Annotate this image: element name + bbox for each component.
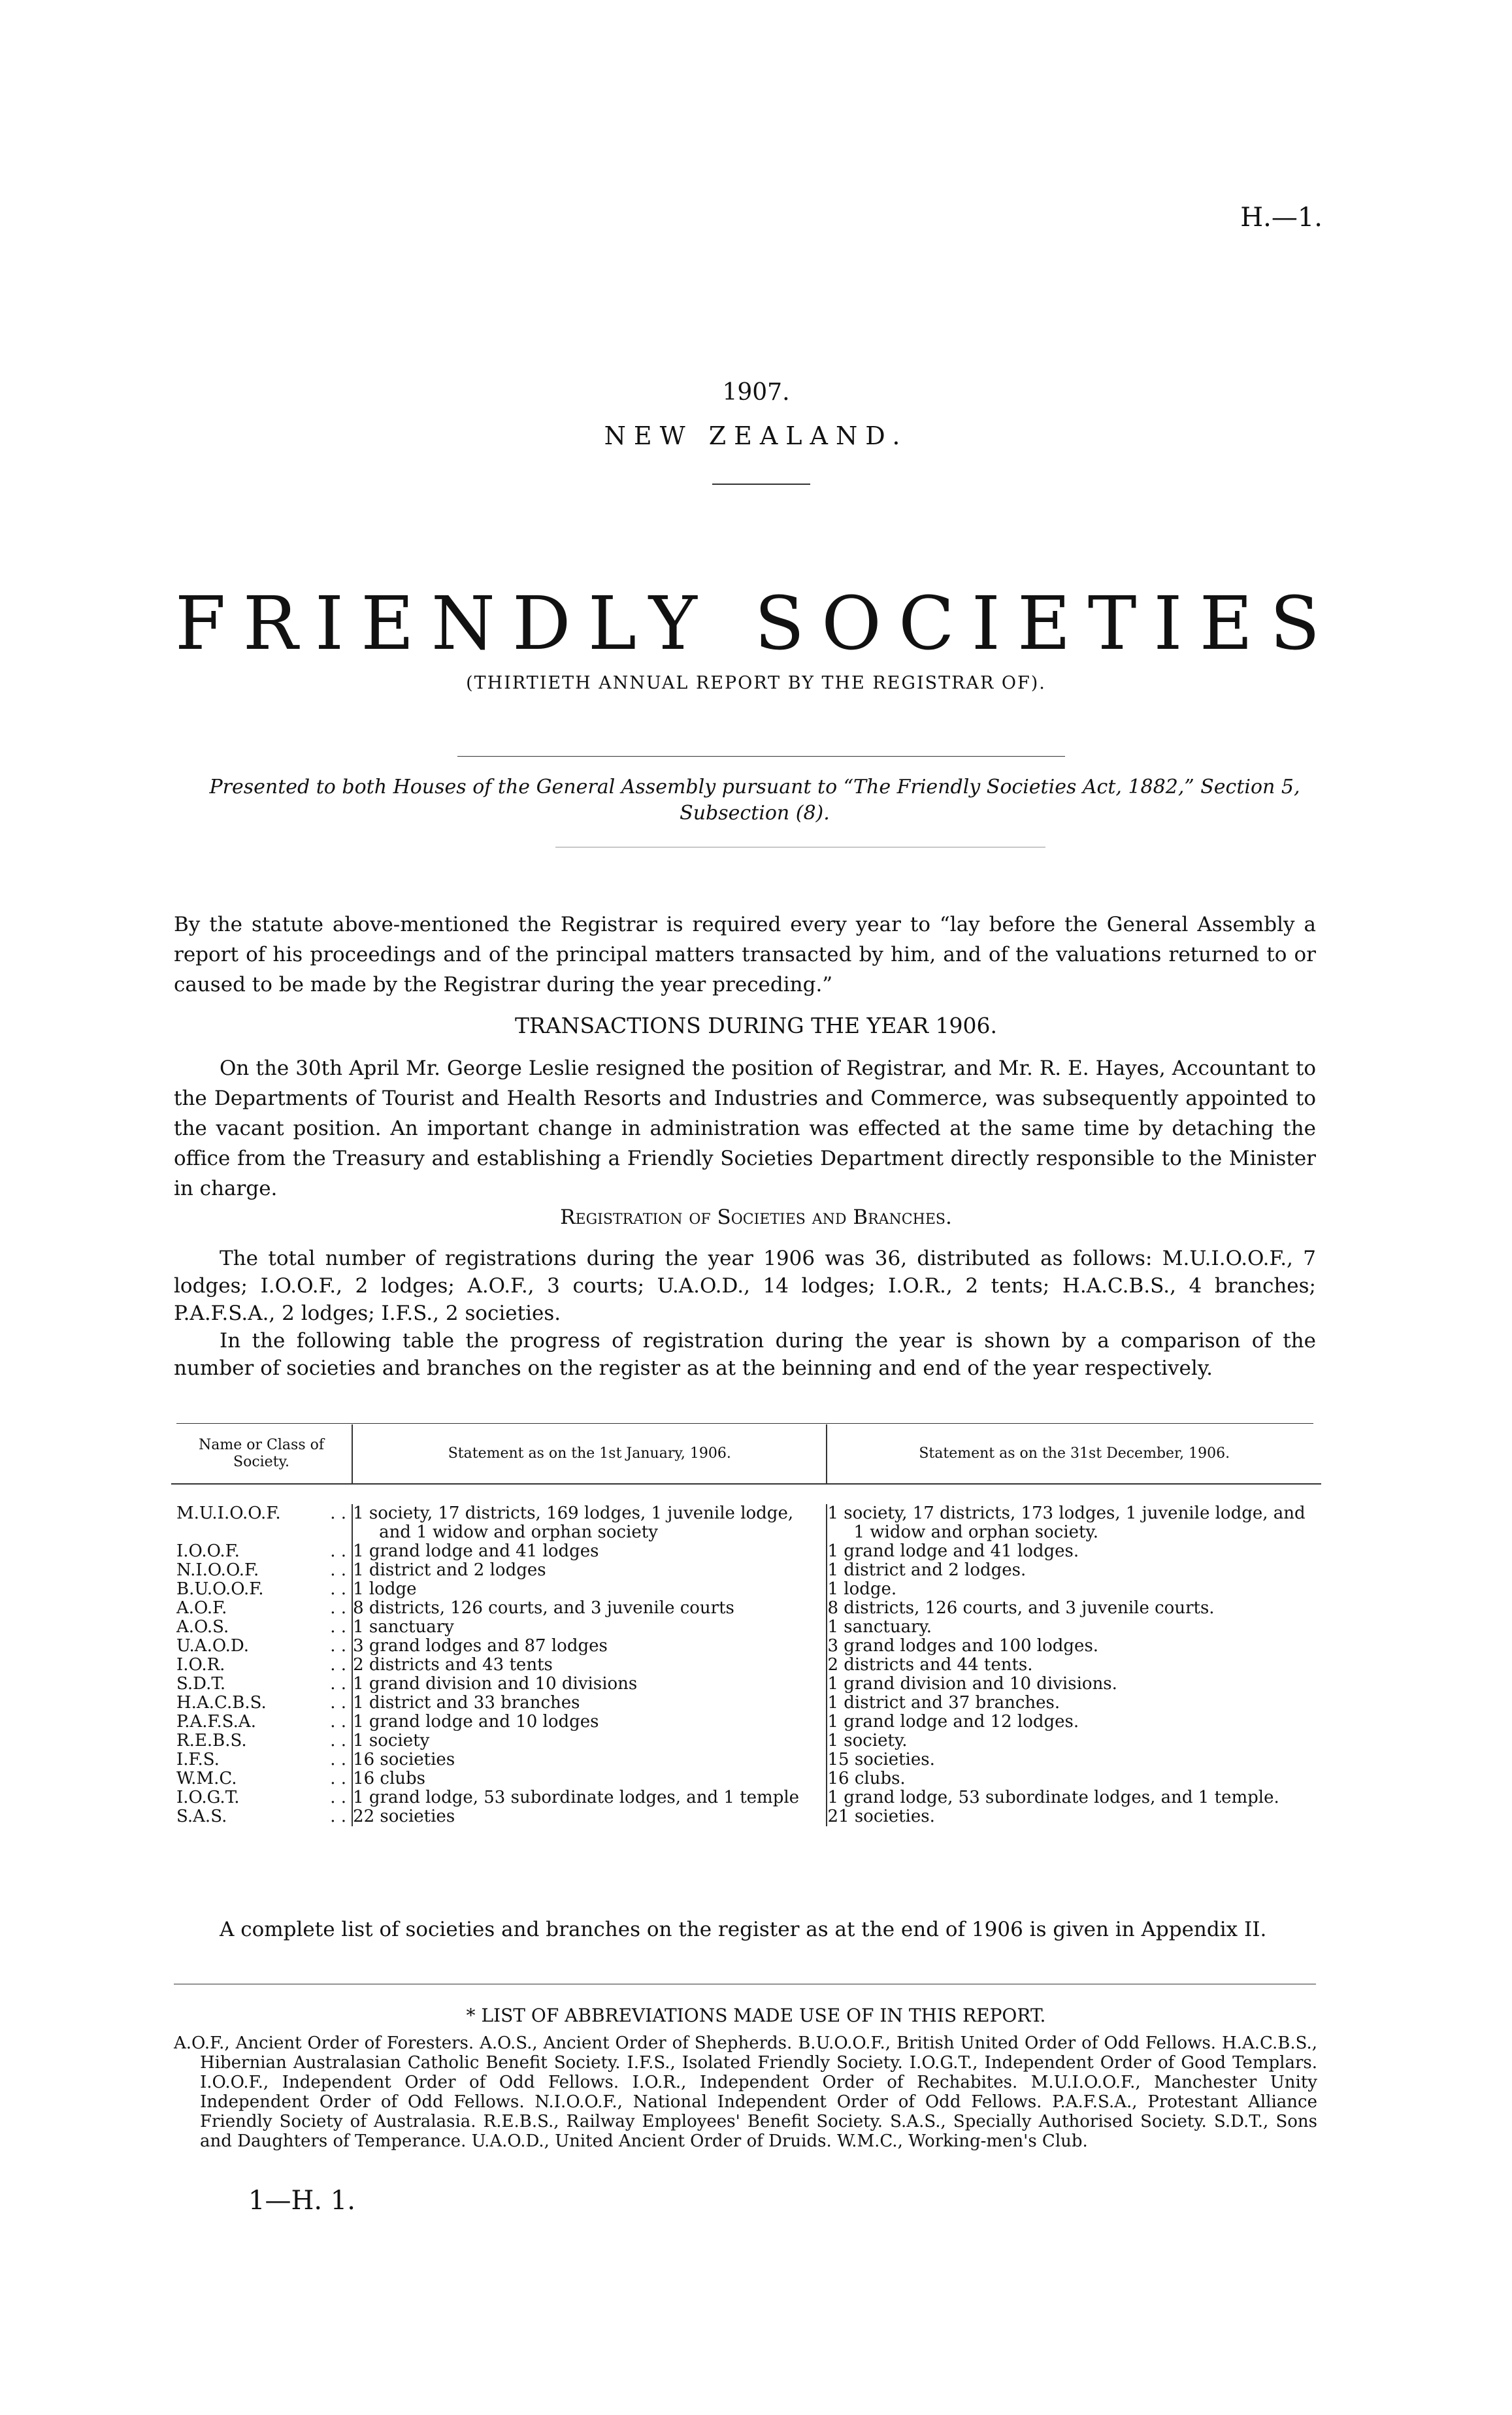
header-jan-1906: Statement as on the 1st January, 1906.: [352, 1424, 827, 1484]
society-name: [171, 1788, 352, 1807]
statement-dec: [827, 1675, 1321, 1694]
presented-note: Presented to both Houses of the General Assembly pursuant to “The Friendly Societies Act, 1882,” Section 5, Subsection (8).: [209, 776, 1300, 825]
statement-dec: [827, 1618, 1321, 1637]
table-row: [171, 1732, 1321, 1750]
leader-dots: . .: [330, 1503, 347, 1523]
transactions-paragraph: [174, 1053, 1316, 1204]
cell-text: M.U.I.O.O.F.: [176, 1503, 281, 1523]
statement-dec: [827, 1694, 1321, 1713]
statement-dec: [827, 1732, 1321, 1750]
table-row: [171, 1637, 1321, 1656]
cell-text: 1 grand lodge and 41 lodges.: [827, 1541, 1079, 1561]
complete-list-text: A complete list of societies and branches on the register as at the end of 1906 is given in Appendix II.: [220, 1918, 1267, 1941]
cell-text: 1 grand division and 10 divisions: [353, 1674, 638, 1694]
leader-dots: . .: [330, 1655, 347, 1675]
document-title: FRIENDLY SOCIETIES: [174, 582, 1338, 666]
document-subtitle: (THIRTIETH ANNUAL REPORT BY THE REGISTRAR OF).: [466, 673, 1046, 693]
leader-dots: . .: [330, 1769, 347, 1788]
cell-text: 1 sanctuary: [353, 1617, 454, 1637]
society-name: [171, 1750, 352, 1769]
cell-text: P.A.F.S.A.: [176, 1712, 256, 1732]
cell-text: 1 district and 37 branches.: [827, 1693, 1060, 1713]
leader-dots: . .: [330, 1807, 347, 1826]
registration-paragraph: [174, 1245, 1316, 1382]
leader-dots: . .: [330, 1674, 347, 1694]
society-name: [171, 1542, 352, 1561]
statement-jan: [352, 1713, 827, 1732]
cell-text: 1 society.: [827, 1731, 908, 1750]
statement-dec: [827, 1750, 1321, 1769]
statement-jan: [352, 1542, 827, 1561]
table-row: [171, 1561, 1321, 1580]
table-row: [171, 1750, 1321, 1769]
cell-text: S.A.S.: [176, 1807, 227, 1826]
leader-dots: . .: [330, 1579, 347, 1599]
cell-text: I.O.G.T.: [176, 1788, 240, 1807]
header-rule: [171, 1484, 1321, 1504]
table-body: [171, 1504, 1321, 1826]
cell-text: 1 society: [353, 1731, 430, 1750]
society-name: [171, 1656, 352, 1675]
cell-text: 1 grand lodge, 53 subordinate lodges, and 1 temple: [353, 1788, 800, 1807]
leader-dots: . .: [330, 1788, 347, 1807]
society-name: [171, 1675, 352, 1694]
society-name: [171, 1561, 352, 1580]
statement-jan: [352, 1504, 827, 1542]
society-name: [171, 1732, 352, 1750]
cell-text: I.O.O.F.: [176, 1541, 240, 1561]
cell-text: 1 grand lodge and 41 lodges: [353, 1541, 599, 1561]
statement-jan: [352, 1637, 827, 1656]
abbreviations-list: A.O.F., Ancient Order of Foresters. A.O.S., Ancient Order of Shepherds. B.U.O.O.F., British United Order of Odd Fellows. H.A.C.B.S., Hibernian Australasian Catholic Benefit Society. I.F.S., Isolated Friendly Society. I.O.G.T., Independent Order of Good Templars. I.O.O.F., Independent Order of Odd Fellows. I.O.R., Independent Order of Rechabites. M.U.I.O.O.F., Manchester Unity Independent Order of Odd Fellows. N.I.O.O.F., National Independent Order of Odd Fellows. P.A.F.S.A., Protestant Alliance Friendly Society of Australasia. R.E.B.S., Railway Employees' Benefit Society. S.A.S., Specially Authorised Society. S.D.T., Sons and Daughters of Temperance. U.A.O.D., United Ancient Order of Druids. W.M.C., Working-men's Club.: [174, 2033, 1317, 2151]
table-row: [171, 1580, 1321, 1599]
society-name: [171, 1618, 352, 1637]
statement-dec: [827, 1580, 1321, 1599]
table-row: [171, 1504, 1321, 1542]
registration-table: [171, 1424, 1321, 1826]
cell-text: 1 grand lodge and 10 lodges: [353, 1712, 599, 1732]
cell-text: A.O.F.: [176, 1598, 227, 1618]
cell-text: 22 societies: [353, 1807, 455, 1826]
leader-dots: . .: [330, 1560, 347, 1580]
cell-text: W.M.C.: [176, 1769, 237, 1788]
statement-dec: [827, 1656, 1321, 1675]
transactions-text: On the 30th April Mr. George Leslie resigned the position of Registrar, and Mr. R. E. Hayes, Accountant to the Departments of Tourist and Health Resorts and Industries and Commerce, was subsequently appointed to the vacant position. An important change in administration was effected at the same time by detaching the office from the Treasury and establishing a Friendly Societies Department directly responsible to the Minister in charge.: [174, 1057, 1316, 1200]
statement-jan: [352, 1788, 827, 1807]
transactions-heading: TRANSACTIONS DURING THE YEAR 1906.: [514, 1013, 998, 1038]
cell-text: 16 clubs.: [827, 1769, 906, 1788]
statement-jan: [352, 1750, 827, 1769]
cell-text: R.E.B.S.: [176, 1731, 247, 1750]
cell-text: 1 lodge.: [827, 1579, 897, 1599]
cell-text: N.I.O.O.F.: [176, 1560, 259, 1580]
society-name: [171, 1713, 352, 1732]
cell-text: 1 district and 33 branches: [353, 1693, 580, 1713]
cell-text: 2 districts and 44 tents.: [827, 1655, 1033, 1675]
leader-dots: . .: [330, 1636, 347, 1656]
statement-jan: [352, 1732, 827, 1750]
statement-jan: [352, 1599, 827, 1618]
cell-text: 1 society, 17 districts, 173 lodges, 1 juvenile lodge, and 1 widow and orphan society.: [827, 1503, 1306, 1542]
cell-text: 21 societies.: [827, 1807, 935, 1826]
report-year: 1907.: [722, 379, 790, 406]
table-header-row: [171, 1424, 1321, 1484]
cell-text: 1 district and 2 lodges: [353, 1560, 546, 1580]
cell-text: S.D.T.: [176, 1674, 226, 1694]
footer-reference: 1—H. 1.: [248, 2186, 355, 2216]
divider: [457, 756, 1065, 757]
table-row: [171, 1769, 1321, 1788]
statement-dec: [827, 1788, 1321, 1807]
leader-dots: . .: [330, 1712, 347, 1732]
cell-text: I.F.S.: [176, 1750, 220, 1769]
intro-text: By the statute above-mentioned the Registrar is required every year to “lay before the General Assembly a report of his proceedings and of the principal matters transacted by him, and of the valuations returned to or caused to be made by the Registrar during the year preceding.”: [174, 913, 1316, 996]
leader-dots: . .: [330, 1750, 347, 1769]
table-row: [171, 1694, 1321, 1713]
cell-text: 1 grand lodge and 12 lodges.: [827, 1712, 1079, 1732]
divider: [712, 484, 810, 485]
cell-text: I.O.R.: [176, 1655, 225, 1675]
cell-text: 1 grand division and 10 divisions.: [827, 1674, 1117, 1694]
statement-dec: [827, 1542, 1321, 1561]
cell-text: 16 societies: [353, 1750, 455, 1769]
statement-jan: [352, 1656, 827, 1675]
cell-text: H.A.C.B.S.: [176, 1693, 267, 1713]
intro-paragraph: [174, 910, 1316, 1000]
cell-text: 3 grand lodges and 100 lodges.: [827, 1636, 1099, 1656]
header-dec-1906: Statement as on the 31st December, 1906.: [827, 1424, 1321, 1484]
statement-jan: [352, 1580, 827, 1599]
statement-jan: [352, 1694, 827, 1713]
table-row: [171, 1599, 1321, 1618]
society-name: [171, 1694, 352, 1713]
table-row: [171, 1788, 1321, 1807]
leader-dots: . .: [330, 1598, 347, 1618]
leader-dots: . .: [330, 1693, 347, 1713]
cell-text: 3 grand lodges and 87 lodges: [353, 1636, 608, 1656]
cell-text: U.A.O.D.: [176, 1636, 250, 1656]
statement-dec: [827, 1769, 1321, 1788]
page-reference: H.—1.: [1240, 203, 1323, 233]
society-name: [171, 1504, 352, 1542]
statement-jan: [352, 1561, 827, 1580]
cell-text: 1 society, 17 districts, 169 lodges, 1 juvenile lodge, and 1 widow and orphan society: [353, 1503, 794, 1542]
statement-dec: [827, 1637, 1321, 1656]
registration-text-2: In the following table the progress of registration during the year is shown by a comparison of the number of societies and branches on the register as at the beinning and end of the year respectively.: [174, 1329, 1316, 1380]
society-name: [171, 1769, 352, 1788]
cell-text: 2 districts and 43 tents: [353, 1655, 553, 1675]
statement-dec: [827, 1561, 1321, 1580]
statement-dec: [827, 1807, 1321, 1826]
statement-dec: [827, 1599, 1321, 1618]
cell-text: 16 clubs: [353, 1769, 426, 1788]
leader-dots: . .: [330, 1617, 347, 1637]
complete-list-paragraph: [174, 1914, 1316, 1945]
table-row: [171, 1675, 1321, 1694]
cell-text: 15 societies.: [827, 1750, 935, 1769]
table-row: [171, 1713, 1321, 1732]
society-name: [171, 1580, 352, 1599]
statement-dec: [827, 1504, 1321, 1542]
cell-text: 1 sanctuary.: [827, 1617, 932, 1637]
cell-text: 1 district and 2 lodges.: [827, 1560, 1027, 1580]
table-row: [171, 1542, 1321, 1561]
statement-jan: [352, 1618, 827, 1637]
abbreviations-heading: * LIST OF ABBREVIATIONS MADE USE OF IN THIS REPORT.: [466, 2005, 1046, 2026]
statement-jan: [352, 1807, 827, 1826]
cell-text: B.U.O.O.F.: [176, 1579, 264, 1599]
statement-dec: [827, 1713, 1321, 1732]
society-name: [171, 1637, 352, 1656]
leader-dots: . .: [330, 1731, 347, 1750]
cell-text: 8 districts, 126 courts, and 3 juvenile courts.: [827, 1598, 1215, 1618]
table-row: [171, 1618, 1321, 1637]
country-heading: NEW ZEALAND.: [604, 421, 908, 450]
society-name: [171, 1599, 352, 1618]
registration-text-1: The total number of registrations during the year 1906 was 36, distributed as follows: M.U.I.O.O.F., 7 lodges; I.O.O.F., 2 lodges; A.O.F., 3 courts; U.A.O.D., 14 lodges; I.O.R., 2 tents; H.A.C.B.S., 4 branches; P.A.F.S.A., 2 lodges; I.F.S., 2 societies.: [174, 1247, 1316, 1325]
header-society: Name or Class of Society.: [199, 1437, 324, 1470]
society-name: [171, 1807, 352, 1826]
cell-text: 1 grand lodge, 53 subordinate lodges, and 1 temple.: [827, 1788, 1279, 1807]
table-row: [171, 1656, 1321, 1675]
cell-text: 1 lodge: [353, 1579, 417, 1599]
leader-dots: . .: [330, 1541, 347, 1561]
cell-text: 8 districts, 126 courts, and 3 juvenile courts: [353, 1598, 734, 1618]
statement-jan: [352, 1769, 827, 1788]
statement-jan: [352, 1675, 827, 1694]
table-top-rule: [176, 1423, 1313, 1424]
table-row: [171, 1807, 1321, 1826]
registration-heading: Registration of Societies and Branches.: [560, 1206, 952, 1229]
cell-text: A.O.S.: [176, 1617, 229, 1637]
